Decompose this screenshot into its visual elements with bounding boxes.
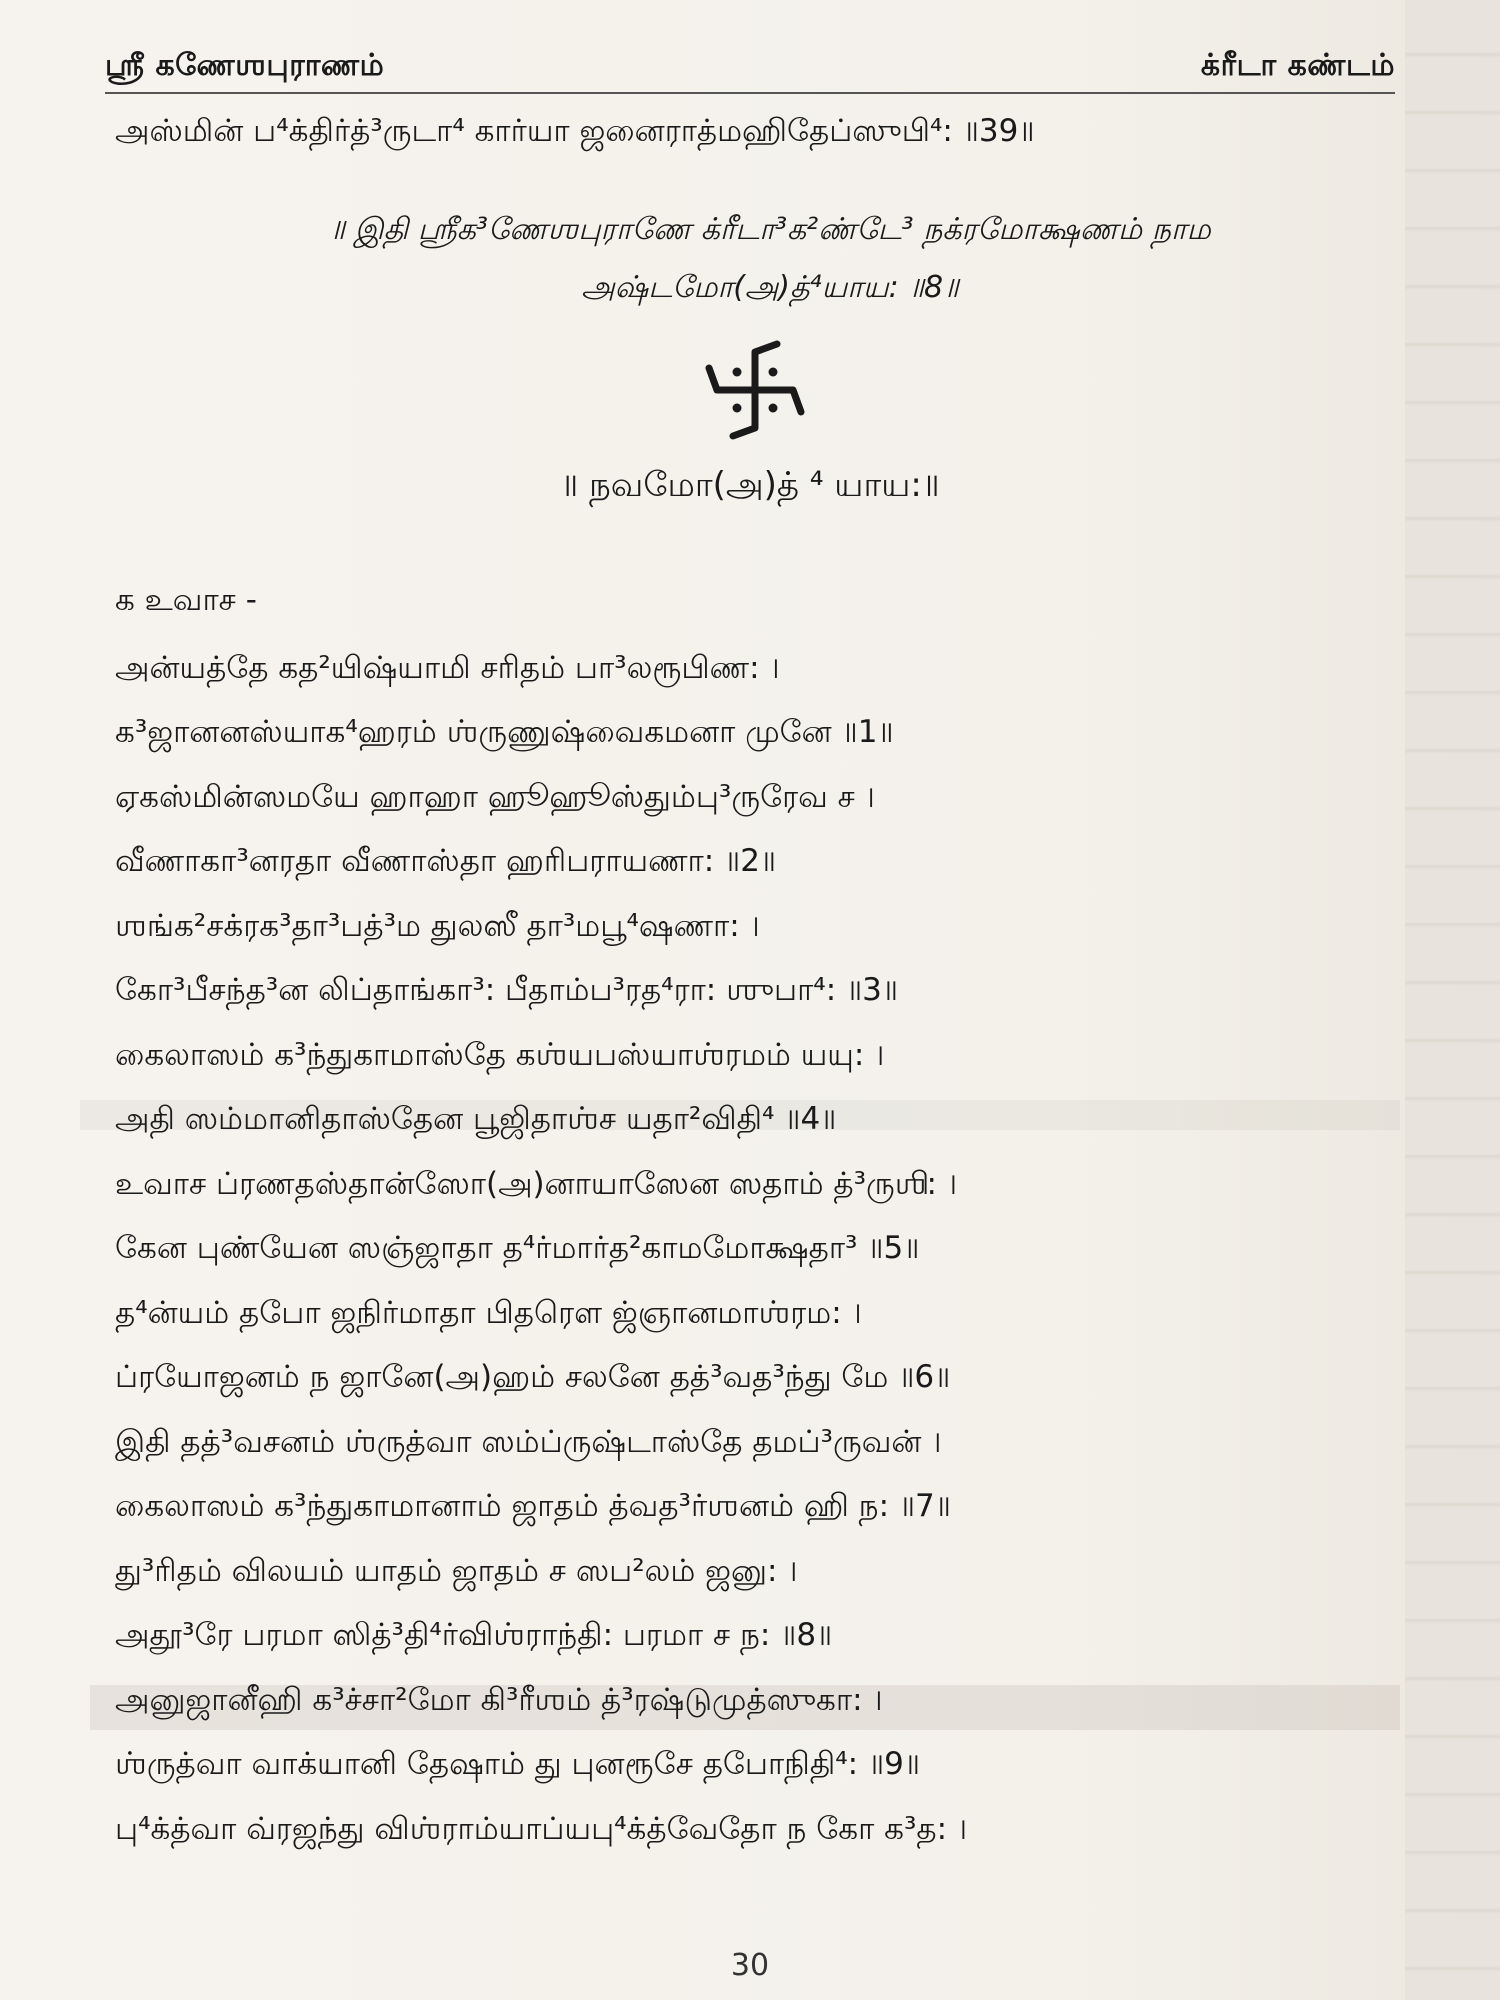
verse-line: கேன புண்யேன ஸஞ்ஜாதா த⁴ர்மார்த²காமமோக்ஷதா³ ॥5॥ (115, 1230, 920, 1266)
next-page-edge (1405, 0, 1500, 2000)
page-number: 30 (730, 1948, 770, 1983)
verse-line: அதூ³ரே பரமா ஸித்³தி⁴ர்விஶ்ராந்தி: பரமா ச ந: ॥8॥ (115, 1617, 833, 1653)
colophon-line-1: ॥ இதி ஸ்ரீக³ணேஶபுராணே க்ரீடா³க²ண்டே³ நக்ரமோக்ஷணம் நாம (329, 212, 1211, 247)
verse-line: அன்யத்தே கத²யிஷ்யாமி சரிதம் பா³லரூபிண: । (115, 650, 780, 686)
verse-line: ஶ்ருத்வா வாக்யானி தேஷாம் து புனரூசே தபோநிதி⁴: ॥9॥ (115, 1746, 921, 1782)
running-header (105, 42, 1395, 94)
verse-line: ஏகஸ்மின்ஸமயே ஹாஹா ஹூஹூஸ்தும்பு³ருரேவ ச । (115, 779, 875, 815)
verse-line: ப்ரயோஜனம் ந ஜானே(அ)ஹம் சலனே தத்³வத³ந்து மே ॥6॥ (115, 1359, 951, 1395)
verse-line: அதி ஸம்மானிதாஸ்தேன பூஜிதாஶ்ச யதா²விதி⁴ ॥4॥ (115, 1101, 837, 1137)
verse-line: வீணாகா³னரதா வீணாஸ்தா ஹரிபராயணா: ॥2॥ (115, 843, 777, 879)
verse-line: த⁴ன்யம் தபோ ஜநிர்மாதா பிதரௌ ஜ்ஞானமாஶ்ரம: । (115, 1295, 862, 1331)
verse-line: உவாச ப்ரணதஸ்தான்ஸோ(அ)னாயாஸேன ஸதாம் த்³ருஶி: । (115, 1166, 958, 1202)
verse-line: அனுஜானீஹி க³ச்சா²மோ கி³ரீஶம் த்³ரஷ்டுமுத்ஸுகா: । (115, 1682, 883, 1718)
chapter-title: ॥ நவமோ(அ)த் ⁴ யாய:॥ (560, 465, 940, 505)
colophon-line-2: அஷ்டமோ(அ)த்⁴யாய: ॥8॥ (581, 270, 959, 305)
verse-line: கோ³பீசந்த³ன லிப்தாங்கா³: பீதாம்ப³ரத⁴ரா: ஶுபா⁴: ॥3॥ (115, 972, 899, 1008)
verse-line: பு⁴க்த்வா வ்ரஜந்து விஶ்ராம்யாப்யபு⁴க்த்வேதோ ந கோ க³த: । (115, 1811, 968, 1847)
verse-line: இதி தத்³வசனம் ஶ்ருத்வா ஸம்ப்ருஷ்டாஸ்தே தமப்³ருவன் । (115, 1424, 942, 1460)
header-section-title: க்ரீடா கண்டம் (1200, 48, 1395, 83)
verse-line: கைலாஸம் க³ந்துகாமாஸ்தே கஶ்யபஸ்யாஶ்ரமம் யயு: । (115, 1037, 885, 1073)
verse-39: அஸ்மின் ப⁴க்திர்த்³ருடா⁴ கார்யா ஜனைராத்மஹிதேப்ஸுபி⁴: ॥39॥ (115, 113, 1035, 149)
verse-line: ஶங்க²சக்ரக³தா³பத்³ம துலஸீ தா³மபூ⁴ஷணா: । (115, 908, 760, 944)
header-book-title: ஸ்ரீ கணேஶபுராணம் (105, 48, 385, 83)
verse-line: து³ரிதம் விலயம் யாதம் ஜாதம் ச ஸப²லம் ஜனு: । (115, 1553, 798, 1589)
verse-line: க³ஜானனஸ்யாக⁴ஹரம் ஶ்ருணுஷ்வைகமனா முனே ॥1॥ (115, 714, 894, 750)
verse-line: கைலாஸம் க³ந்துகாமானாம் ஜாதம் த்வத³ர்ஶனம் ஹி ந: ॥7॥ (115, 1488, 951, 1524)
speaker-line: க உவாச - (115, 582, 257, 618)
swastika-ornament-icon (705, 340, 805, 440)
